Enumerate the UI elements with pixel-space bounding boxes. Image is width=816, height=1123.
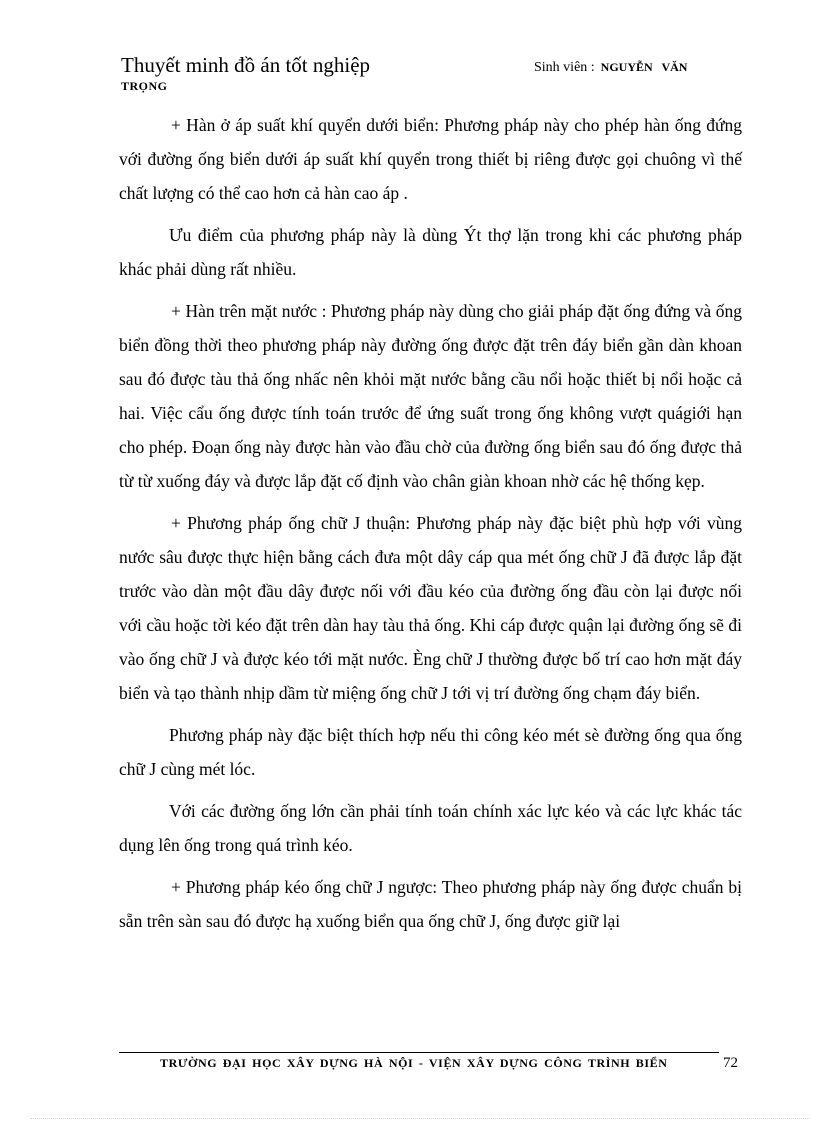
student-label: Sinh viên :	[534, 60, 595, 75]
page-edge-line	[30, 1118, 810, 1119]
paragraph-surface-welding: + Hàn trên mặt nước : Phương pháp này dùng cho giải pháp đặt ống đứng và ống biển đồng thời theo phương pháp này đường ống được đặt trên đáy biển gần dàn khoan sau đó được tàu thả ống nhấc nên khỏi mặt nước bằng cầu nổi hoặc thiết bị nổi hoặc cả hai. Việc cẩu ống được tính toán trước để ứng suất trong ống không vượt quágiới hạn cho phép. Đoạn ống này được hàn vào đầu chờ của đường ống biển sau đó ống được thả từ từ xuống đáy và được lắp đặt cố định vào chân giàn khoan nhờ các hệ thống kẹp.	[119, 301, 742, 491]
footer-institution: TRƯỜNG ĐẠI HỌC XÂY DỰNG HÀ NỘI - VIỆN XÂY DỰNG CÔNG TRÌNH BIỂN	[160, 1056, 668, 1070]
paragraph-large-pipes: Với các đường ống lớn cần phải tính toán chính xác lực kéo và các lực khác tác dụng lên ống trong quá trình kéo.	[119, 801, 742, 855]
document-body	[119, 108, 742, 946]
paragraph-j-tube-reverse: + Phương pháp kéo ống chữ J ngược: Theo phương pháp này ống được chuẩn bị sẵn trên sàn sau đó được hạ xuống biển qua ống chữ J, ống được giữ lại	[119, 877, 742, 931]
student-info	[534, 60, 687, 76]
student-name: NGUYỄN VĂN	[600, 60, 688, 74]
page-number: 72	[723, 1055, 738, 1071]
paragraph-advantage: Ưu điểm của phương pháp này là dùng Ýt thợ lặn trong khi các phương pháp khác phải dùng rất nhiều.	[119, 225, 742, 279]
paragraph-atmospheric-welding: + Hàn ở áp suất khí quyển dưới biển: Phương pháp này cho phép hàn ống đứng với đường ống biển dưới áp suất khí quyển trong thiết bị riêng được gọi chuông vì thế chất lượng có thể cao hơn cả hàn cao áp .	[119, 115, 742, 203]
paragraph-j-tube-suitability: Phương pháp này đặc biệt thích hợp nếu thi công kéo mét sè đường ống qua ống chữ J cùng mét lóc.	[119, 725, 742, 779]
footer-divider	[119, 1052, 719, 1053]
paragraph-j-tube-forward: + Phương pháp ống chữ J thuận: Phương pháp này đặc biệt phù hợp với vùng nước sâu được thực hiện bằng cách đưa một dây cáp qua mét ống chữ J đã được lắp đặt trước vào dàn một đầu dây được nối với đầu kéo của đường ống đầu còn lại được nối với cầu hoặc tời kéo đặt trên dàn hay tàu thả ống. Khi cáp được quận lại đường ống sẽ đi vào ống chữ J và được kéo tới mặt nước. Èng chữ J thường được bố trí cao hơn mặt đáy biển và tạo thành nhịp dầm từ miệng ống chữ J tới vị trí đường ống chạm đáy biển.	[119, 513, 742, 703]
document-title: Thuyết minh đồ án tốt nghiệp	[121, 53, 371, 77]
document-title-continuation: TRỌNG	[121, 79, 168, 93]
